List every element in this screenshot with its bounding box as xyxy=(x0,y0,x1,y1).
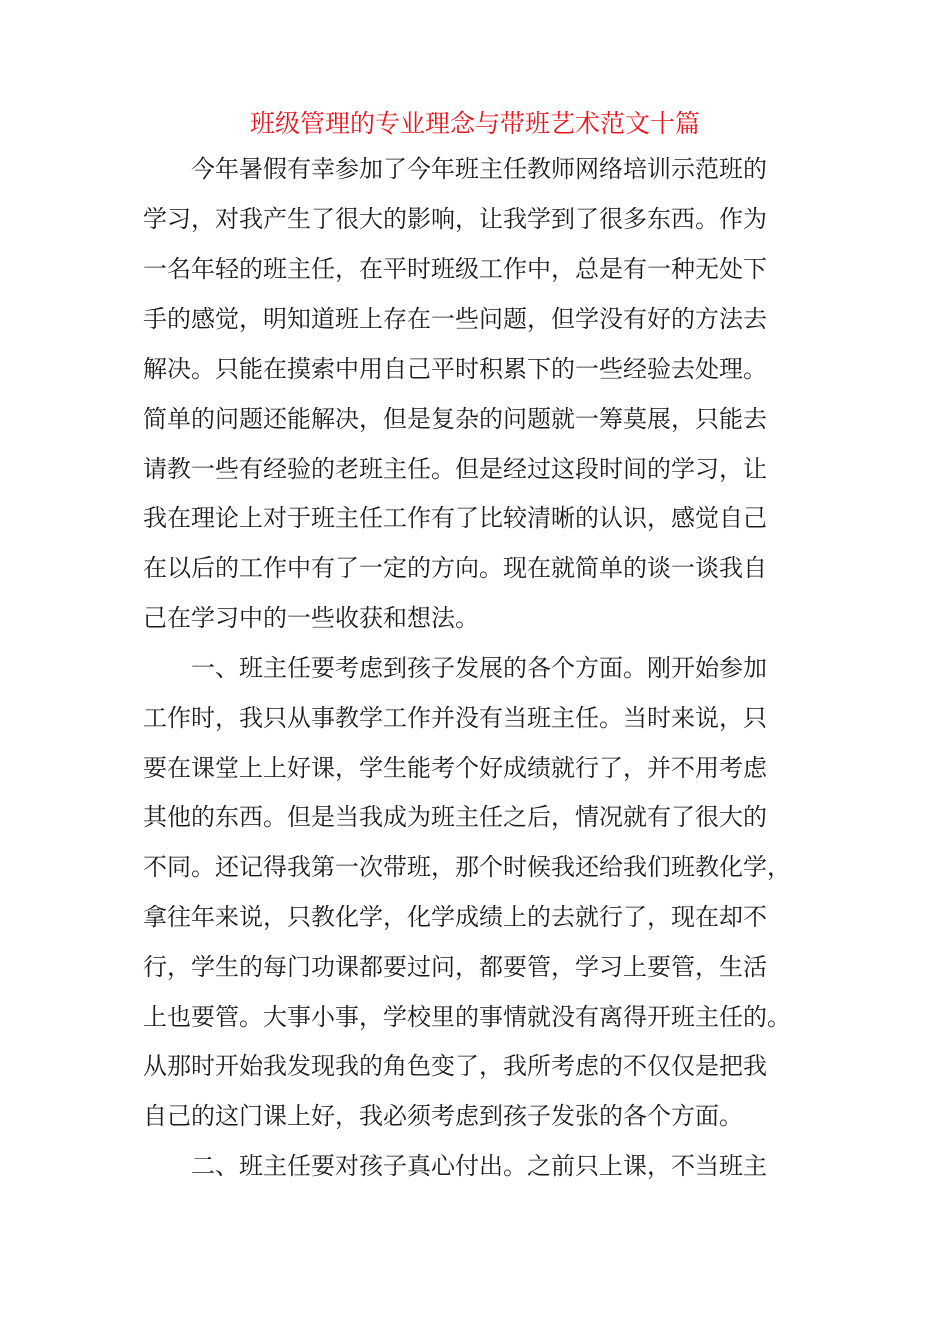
document-title: 班级管理的专业理念与带班艺术范文十篇 xyxy=(249,109,700,138)
paragraph-line: 上也要管。大事小事，学校里的事情就没有离得开班主任的。 xyxy=(143,1003,791,1031)
paragraph-line: 己在学习中的一些收获和想法。 xyxy=(143,604,479,632)
paragraph-line: 学习，对我产生了很大的影响，让我学到了很多东西。作为 xyxy=(143,205,767,233)
paragraph-line: 在以后的工作中有了一定的方向。现在就简单的谈一谈我自 xyxy=(143,554,767,582)
paragraph-line: 一、班主任要考虑到孩子发展的各个方面。刚开始参加 xyxy=(191,654,767,682)
paragraph-line: 工作时，我只从事教学工作并没有当班主任。当时来说，只 xyxy=(143,704,767,732)
paragraph-line: 请教一些有经验的老班主任。但是经过这段时间的学习，让 xyxy=(143,455,767,483)
paragraph-line: 简单的问题还能解决，但是复杂的问题就一筹莫展，只能去 xyxy=(143,405,767,433)
paragraph-line: 行，学生的每门功课都要过问，都要管，学习上要管，生活 xyxy=(143,953,767,981)
paragraph-line: 其他的东西。但是当我成为班主任之后，情况就有了很大的 xyxy=(143,803,767,831)
paragraph-line: 解决。只能在摸索中用自己平时积累下的一些经验去处理。 xyxy=(143,355,767,383)
paragraph-line: 自己的这门课上好，我必须考虑到孩子发张的各个方面。 xyxy=(143,1102,743,1130)
paragraph-line: 一名年轻的班主任，在平时班级工作中，总是有一种无处下 xyxy=(143,255,767,283)
paragraph-line: 我在理论上对于班主任工作有了比较清晰的认识，感觉自己 xyxy=(143,504,767,532)
paragraph-line: 手的感觉，明知道班上存在一些问题，但学没有好的方法去 xyxy=(143,305,767,333)
paragraph-line: 拿往年来说，只教化学，化学成绩上的去就行了，现在却不 xyxy=(143,903,767,931)
paragraph-line: 二、班主任要对孩子真心付出。之前只上课，不当班主 xyxy=(191,1152,767,1180)
paragraph-line: 今年暑假有幸参加了今年班主任教师网络培训示范班的 xyxy=(191,155,767,183)
paragraph-line: 不同。还记得我第一次带班，那个时候我还给我们班教化学， xyxy=(143,853,791,881)
paragraph-line: 要在课堂上上好课，学生能考个好成绩就行了，并不用考虑 xyxy=(143,754,767,782)
paragraph-line: 从那时开始我发现我的角色变了，我所考虑的不仅仅是把我 xyxy=(143,1052,767,1080)
